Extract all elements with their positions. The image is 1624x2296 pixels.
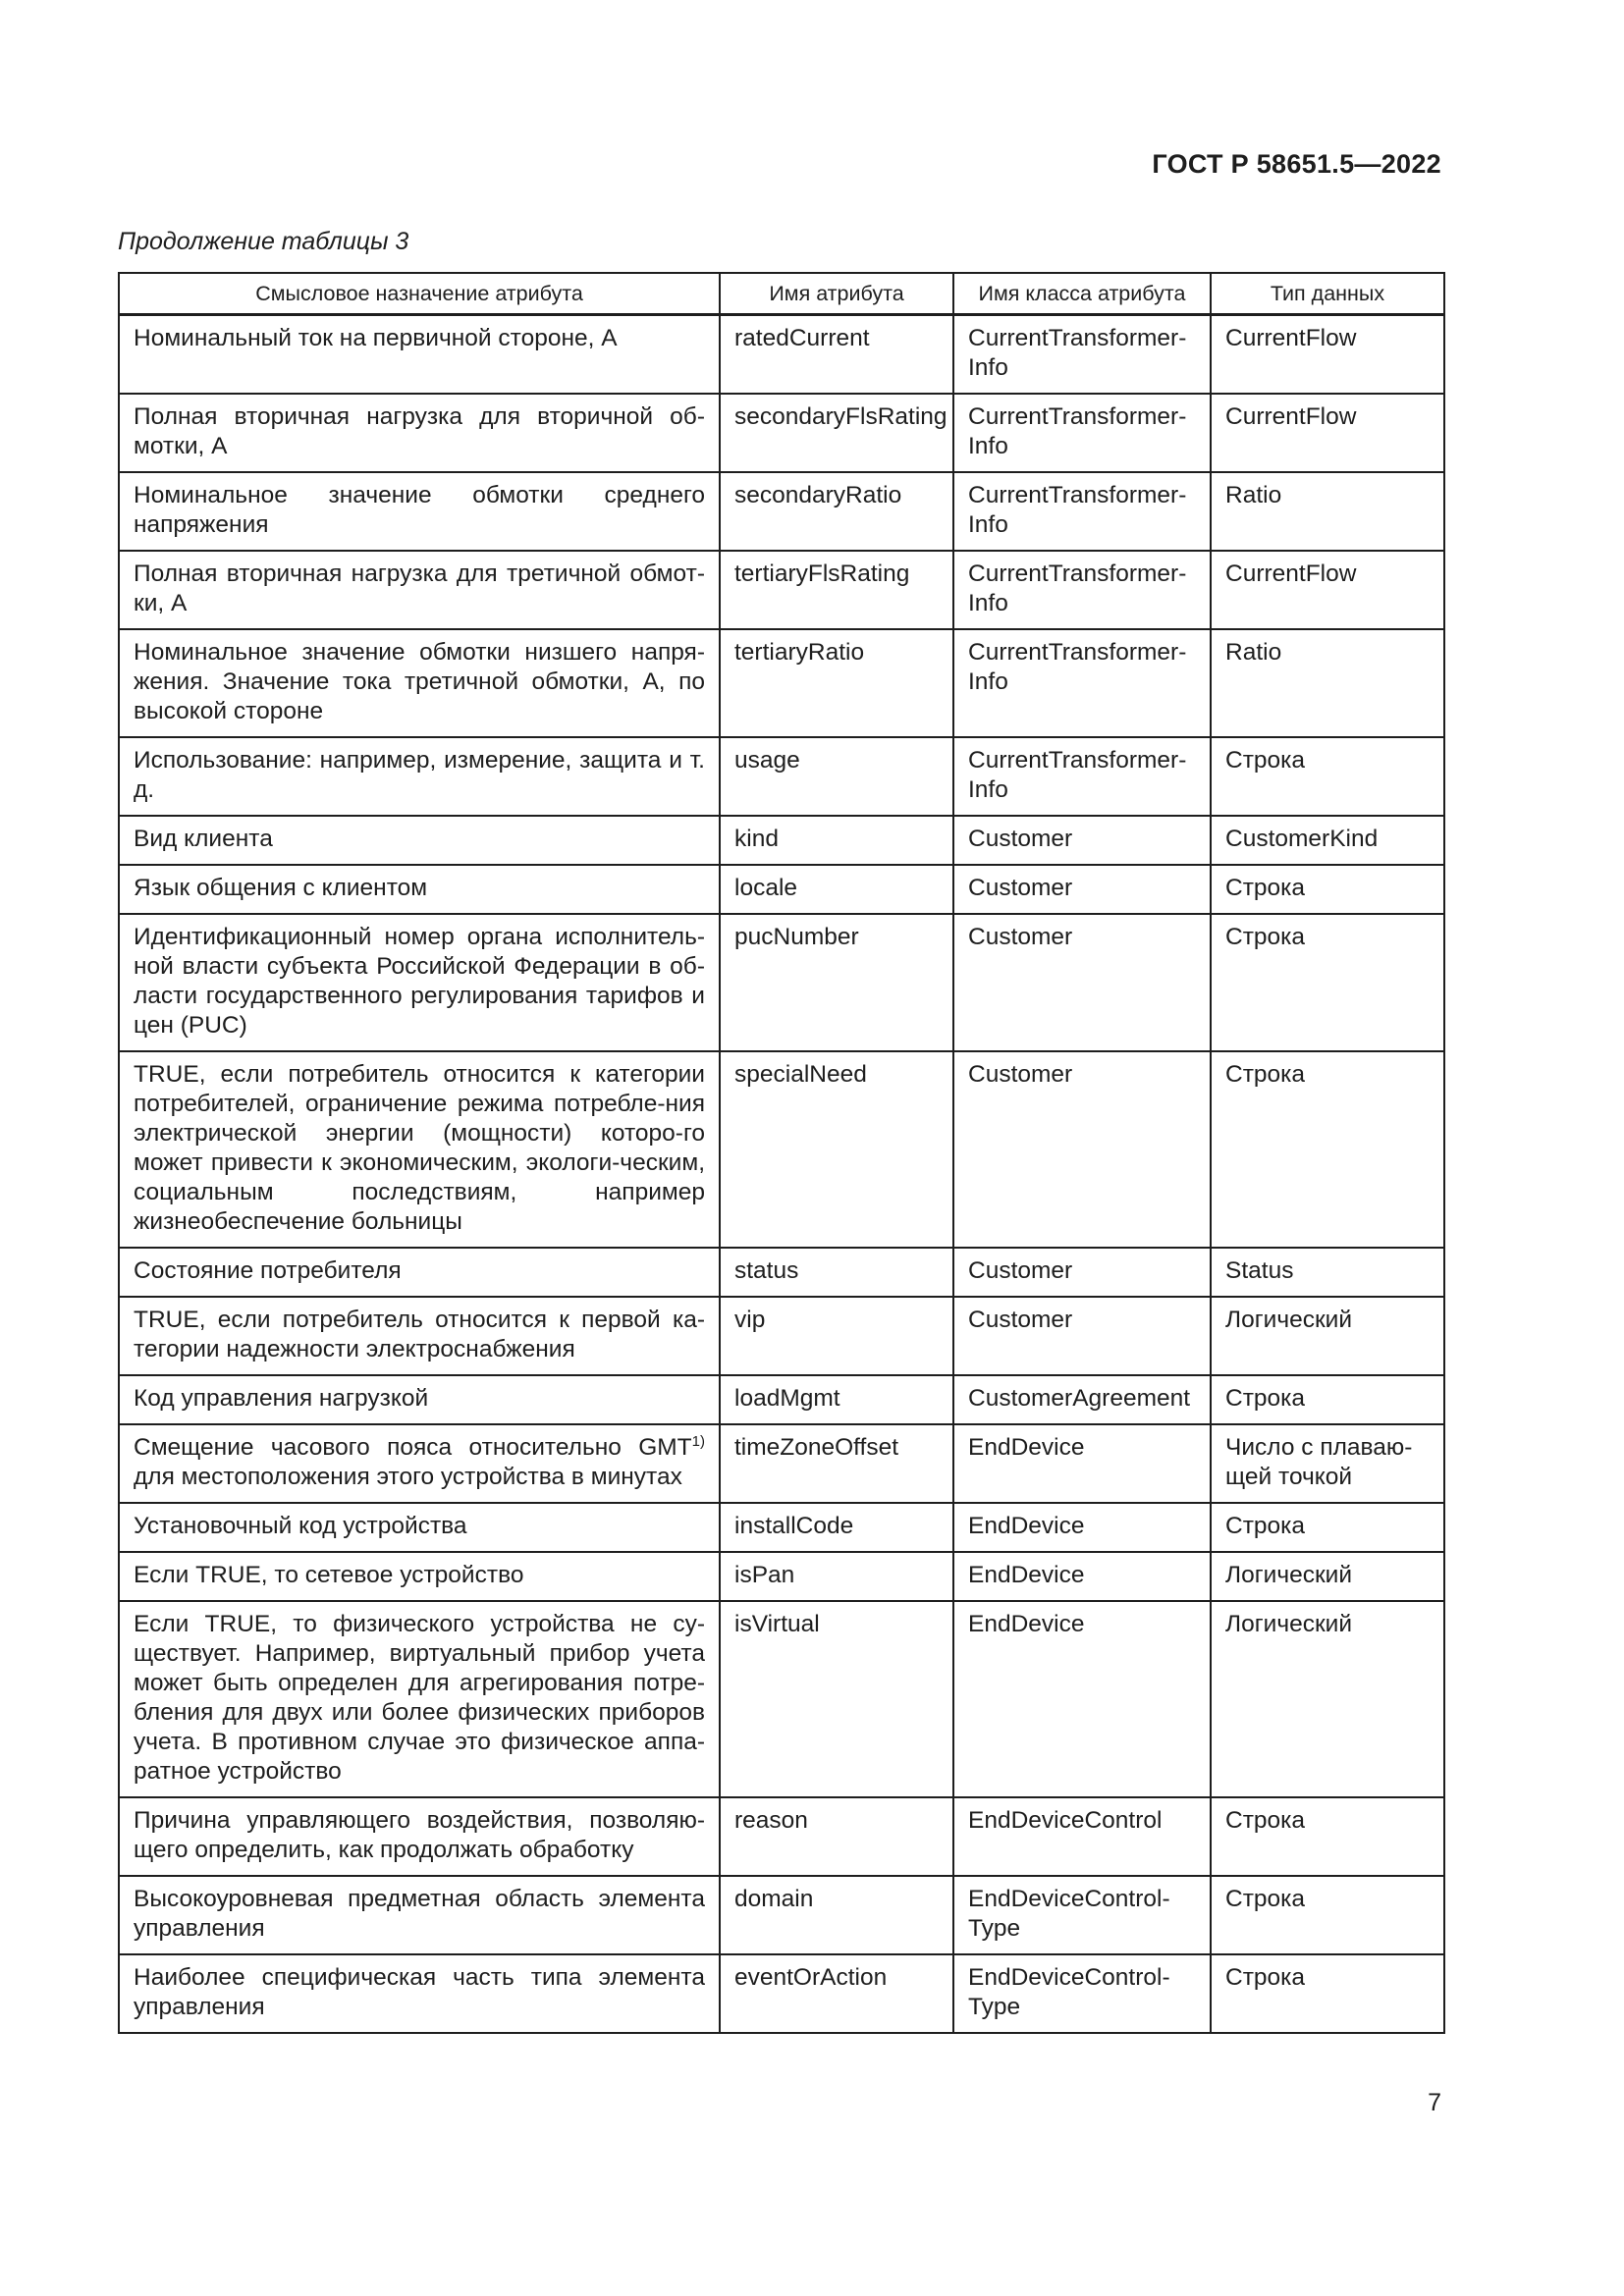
cell-attribute-class: CurrentTransformer-Info [953, 472, 1211, 551]
cell-description: Полная вторичная нагрузка для третичной обмот-ки, А [119, 551, 720, 629]
cell-data-type: CurrentFlow [1211, 394, 1444, 472]
table-row [119, 1552, 1444, 1601]
cell-data-type: Строка [1211, 1375, 1444, 1424]
table-row [119, 629, 1444, 737]
cell-attribute-name: locale [720, 865, 953, 914]
cell-description: TRUE, если потребитель относится к первой ка-тегории надежности электроснабжения [119, 1297, 720, 1375]
cell-attribute-name: eventOrAction [720, 1954, 953, 2033]
cell-attribute-class: Customer [953, 1248, 1211, 1297]
cell-description: Номинальное значение обмотки низшего напря-жения. Значение тока третичной обмотки, А, по высокой стороне [119, 629, 720, 737]
cell-description: Если TRUE, то физического устройства не су-ществует. Например, виртуальный прибор учета может быть определен для агрегирования потре-бления для двух или более физических приборов учета. В противном случае это физическое аппа-ратное устройство [119, 1601, 720, 1797]
table-row [119, 315, 1444, 395]
cell-attribute-class: CurrentTransformer-Info [953, 737, 1211, 816]
cell-data-type: Status [1211, 1248, 1444, 1297]
cell-description: Высокоуровневая предметная область элемента управления [119, 1876, 720, 1954]
cell-data-type: Строка [1211, 1954, 1444, 2033]
cell-attribute-name: specialNeed [720, 1051, 953, 1248]
cell-data-type: Логический [1211, 1601, 1444, 1797]
cell-data-type: Ratio [1211, 629, 1444, 737]
document-standard-id: ГОСТ Р 58651.5—2022 [1152, 149, 1441, 179]
cell-data-type: Строка [1211, 914, 1444, 1051]
cell-data-type: Строка [1211, 1797, 1444, 1876]
cell-attribute-name: usage [720, 737, 953, 816]
cell-description: Установочный код устройства [119, 1503, 720, 1552]
cell-attribute-class: CurrentTransformer-Info [953, 551, 1211, 629]
cell-attribute-class: Customer [953, 865, 1211, 914]
cell-attribute-class: Customer [953, 816, 1211, 865]
cell-data-type: Строка [1211, 865, 1444, 914]
table-row [119, 1876, 1444, 1954]
table-row [119, 1051, 1444, 1248]
cell-data-type: Строка [1211, 1051, 1444, 1248]
table-row [119, 737, 1444, 816]
cell-description: Код управления нагрузкой [119, 1375, 720, 1424]
cell-attribute-name: pucNumber [720, 914, 953, 1051]
cell-description [119, 1424, 720, 1503]
cell-description: Вид клиента [119, 816, 720, 865]
cell-attribute-class: Customer [953, 1051, 1211, 1248]
cell-attribute-name: domain [720, 1876, 953, 1954]
table-row [119, 1375, 1444, 1424]
cell-attribute-name: isPan [720, 1552, 953, 1601]
cell-data-type: Ratio [1211, 472, 1444, 551]
cell-attribute-class: EndDeviceControl-Type [953, 1876, 1211, 1954]
cell-data-type: Строка [1211, 1503, 1444, 1552]
cell-description: Использование: например, измерение, защита и т. д. [119, 737, 720, 816]
cell-attribute-class: EndDeviceControl [953, 1797, 1211, 1876]
cell-description: TRUE, если потребитель относится к категории потребителей, ограничение режима потребле-ния электрической энергии (мощности) которо-го может привести к экономическим, экологи-ческим, социальным последствиям, например жизнеобеспечение больницы [119, 1051, 720, 1248]
cell-data-type: CurrentFlow [1211, 315, 1444, 395]
table-row [119, 1601, 1444, 1797]
cell-attribute-name: tertiaryFlsRating [720, 551, 953, 629]
table-row [119, 1248, 1444, 1297]
cell-attribute-class: CustomerAgreement [953, 1375, 1211, 1424]
table-row [119, 472, 1444, 551]
cell-data-type: Число с плаваю-щей точкой [1211, 1424, 1444, 1503]
cell-attribute-name: reason [720, 1797, 953, 1876]
cell-attribute-name: vip [720, 1297, 953, 1375]
cell-description: Язык общения с клиентом [119, 865, 720, 914]
cell-description-text: Смещение часового пояса относительно GMT [134, 1434, 692, 1461]
cell-description: Причина управляющего воздействия, позволяю-щего определить, как продолжать обработку [119, 1797, 720, 1876]
cell-description: Наиболее специфическая часть типа элемента управления [119, 1954, 720, 2033]
column-header-description: Смысловое назначение атрибута [119, 273, 720, 315]
cell-attribute-name: secondaryFlsRating [720, 394, 953, 472]
cell-attribute-name: installCode [720, 1503, 953, 1552]
cell-description: Номинальное значение обмотки среднего напряжения [119, 472, 720, 551]
cell-attribute-class: CurrentTransformer-Info [953, 315, 1211, 395]
page-number: 7 [1428, 2089, 1441, 2116]
table-header-row [119, 273, 1444, 315]
cell-attribute-name: isVirtual [720, 1601, 953, 1797]
cell-data-type: Строка [1211, 1876, 1444, 1954]
cell-attribute-name: ratedCurrent [720, 315, 953, 395]
cell-attribute-class: Customer [953, 914, 1211, 1051]
table-row [119, 394, 1444, 472]
cell-attribute-name: loadMgmt [720, 1375, 953, 1424]
cell-description: Полная вторичная нагрузка для вторичной об-мотки, А [119, 394, 720, 472]
cell-attribute-class: EndDevice [953, 1503, 1211, 1552]
cell-data-type: CurrentFlow [1211, 551, 1444, 629]
cell-attribute-name: timeZoneOffset [720, 1424, 953, 1503]
table-caption: Продолжение таблицы 3 [118, 228, 409, 255]
cell-description: Идентификационный номер органа исполнитель-ной власти субъекта Российской Федерации в об-ласти государственного регулирования тарифов и цен (PUC) [119, 914, 720, 1051]
table-body [119, 315, 1444, 2034]
table-row [119, 865, 1444, 914]
column-header-data-type: Тип данных [1211, 273, 1444, 315]
cell-attribute-name: tertiaryRatio [720, 629, 953, 737]
table-row [119, 1297, 1444, 1375]
cell-description: Номинальный ток на первичной стороне, А [119, 315, 720, 395]
cell-data-type: Логический [1211, 1297, 1444, 1375]
cell-data-type: Строка [1211, 737, 1444, 816]
cell-attribute-name: status [720, 1248, 953, 1297]
cell-attribute-class: Customer [953, 1297, 1211, 1375]
footnote-marker: 1) [691, 1433, 705, 1450]
column-header-attribute-class: Имя класса атрибута [953, 273, 1211, 315]
table-row [119, 914, 1444, 1051]
cell-attribute-name: kind [720, 816, 953, 865]
table-row [119, 551, 1444, 629]
table-row [119, 1797, 1444, 1876]
cell-attribute-class: EndDevice [953, 1601, 1211, 1797]
cell-description-continuation: для местоположения этого устройства в минутах [134, 1464, 682, 1490]
cell-attribute-class: EndDevice [953, 1424, 1211, 1503]
attributes-table [118, 272, 1445, 2034]
cell-attribute-name: secondaryRatio [720, 472, 953, 551]
cell-description: Состояние потребителя [119, 1248, 720, 1297]
cell-description: Если TRUE, то сетевое устройство [119, 1552, 720, 1601]
table-row [119, 1954, 1444, 2033]
table-row [119, 1424, 1444, 1503]
table-row [119, 1503, 1444, 1552]
cell-attribute-class: CurrentTransformer-Info [953, 629, 1211, 737]
cell-attribute-class: EndDevice [953, 1552, 1211, 1601]
cell-attribute-class: CurrentTransformer-Info [953, 394, 1211, 472]
cell-data-type: Логический [1211, 1552, 1444, 1601]
cell-data-type: CustomerKind [1211, 816, 1444, 865]
column-header-attribute-name: Имя атрибута [720, 273, 953, 315]
table-row [119, 816, 1444, 865]
cell-attribute-class: EndDeviceControl-Type [953, 1954, 1211, 2033]
